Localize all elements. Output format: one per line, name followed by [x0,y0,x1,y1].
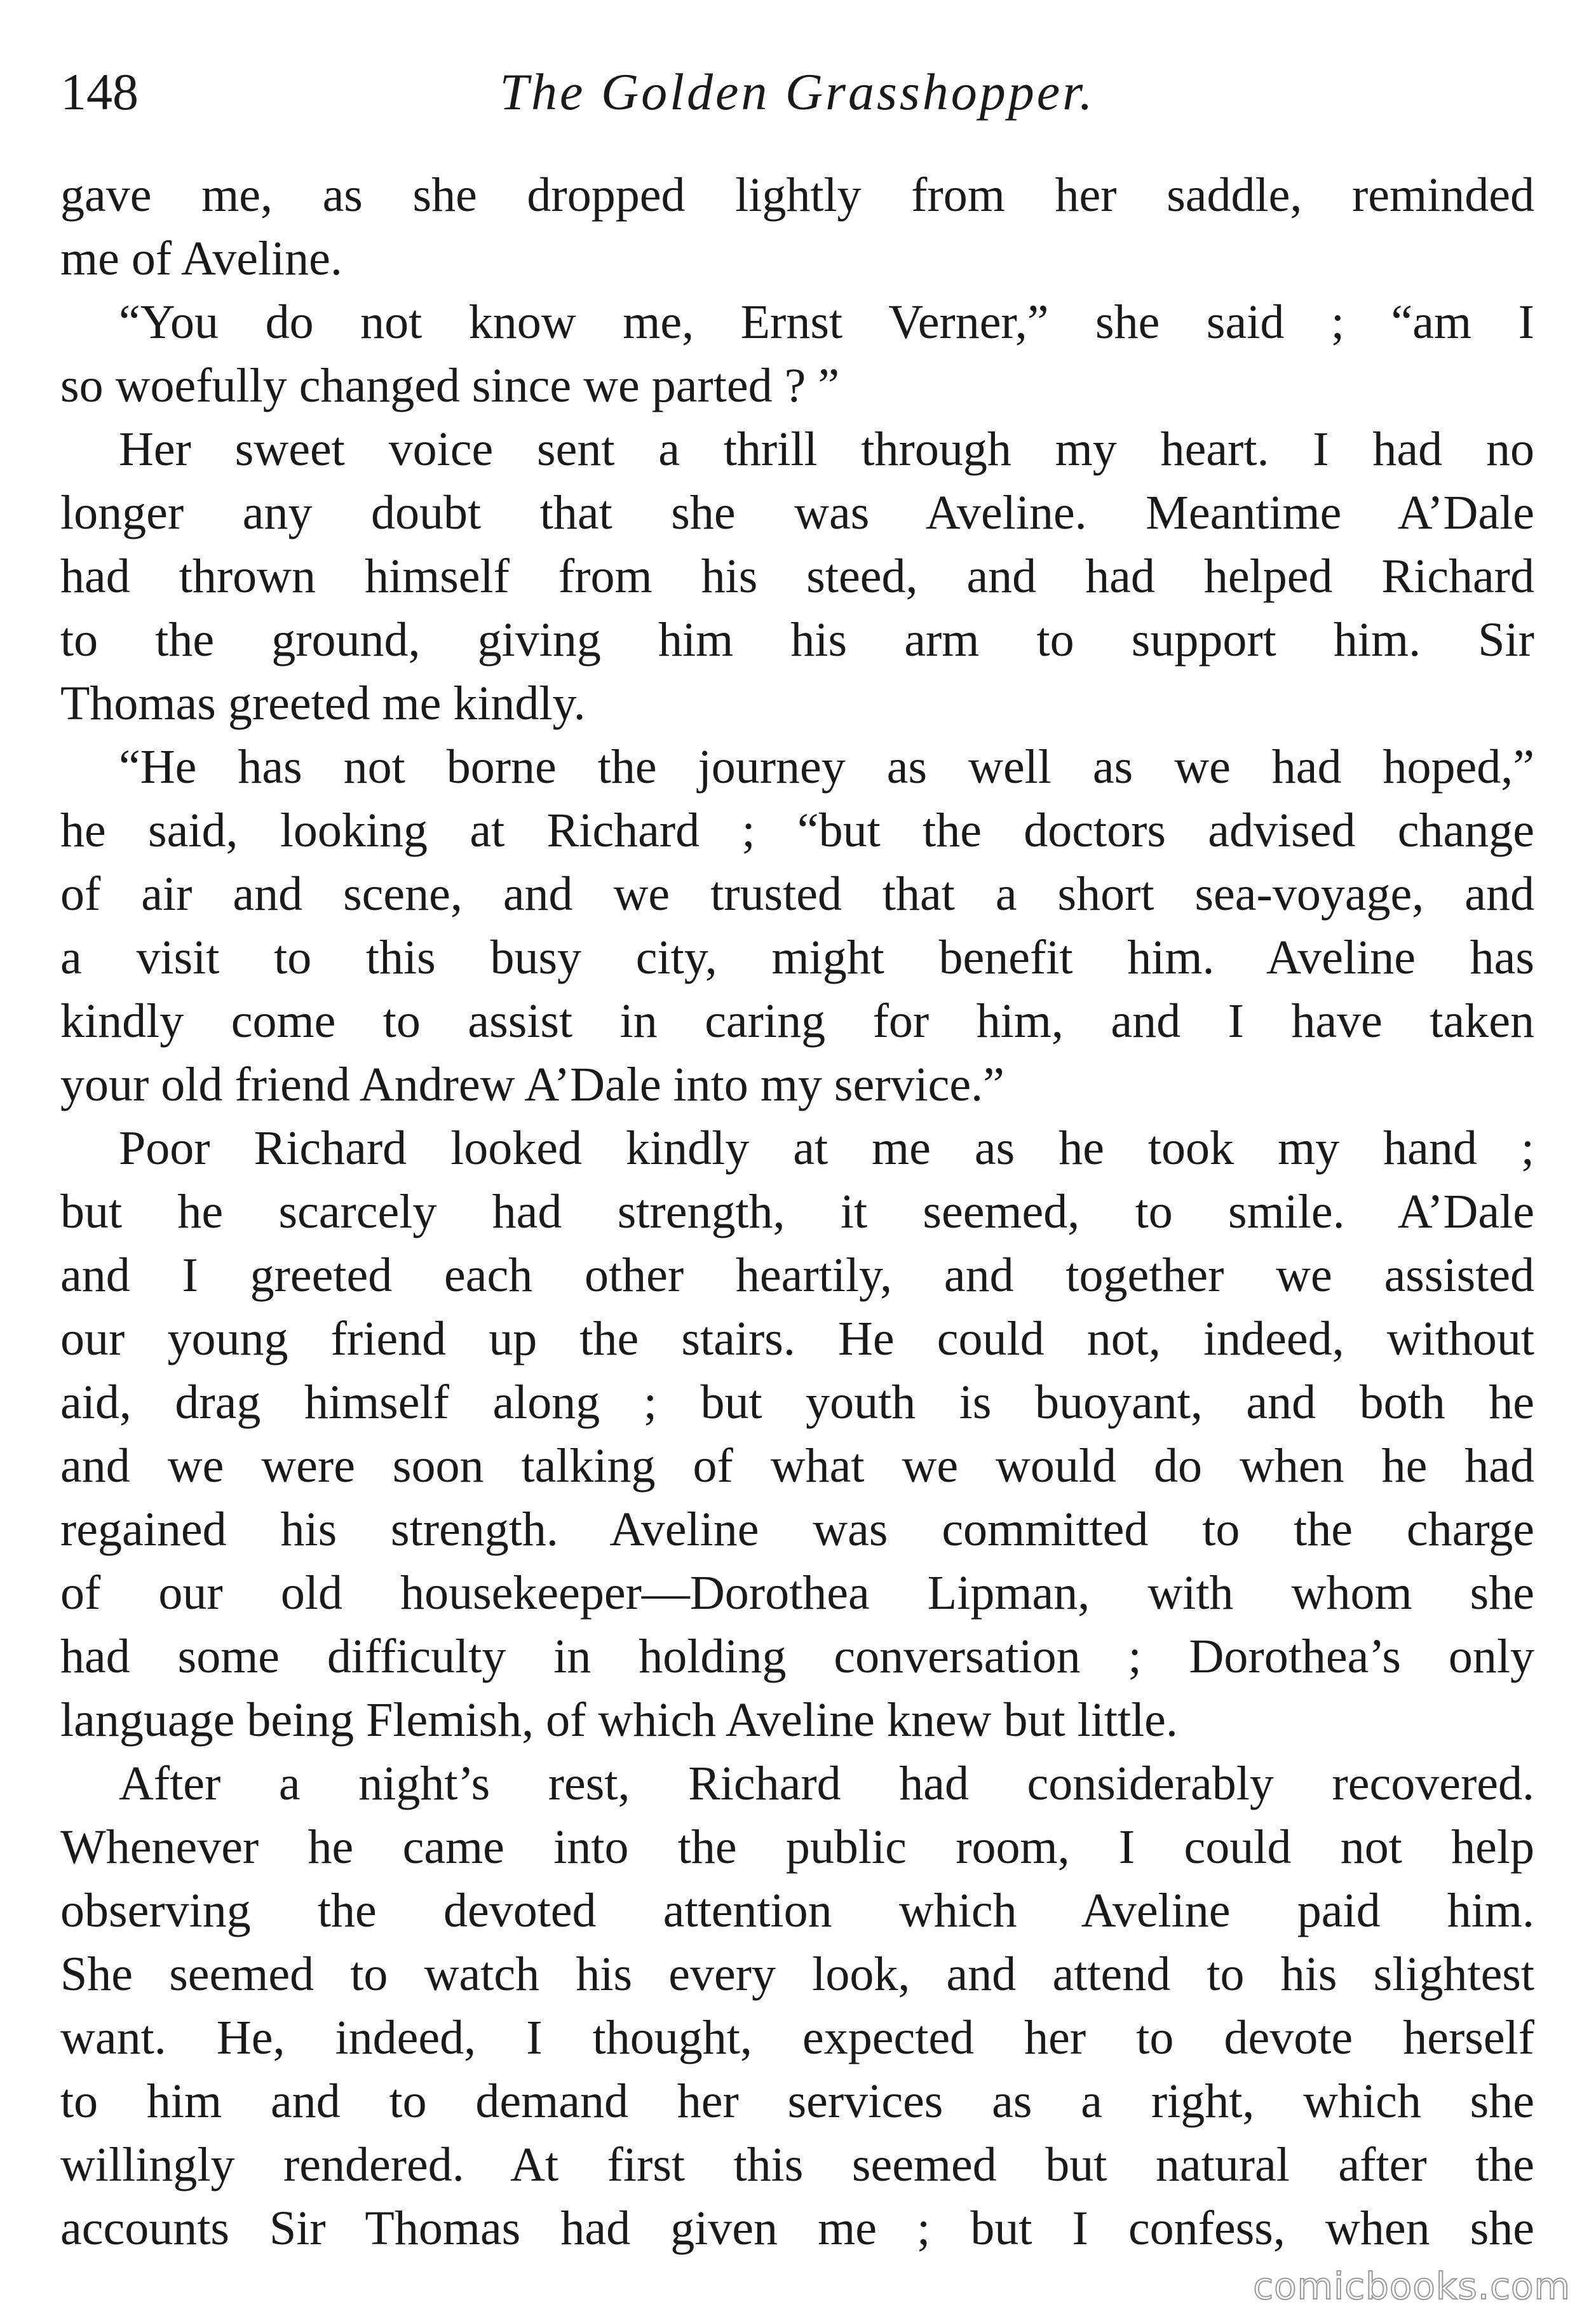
text-line: gave me, as she dropped lightly from her saddle, reminded [60,168,1534,222]
body-text [60,163,1534,2260]
text-line: but he scarcely had strength, it seemed, to smile. A’Dale [60,1185,1534,1238]
text-line: so woefully changed since we parted ? ” [60,359,840,412]
text-line: “You do not know me, Ernst Verner,” she said ; “am I [119,295,1534,349]
page-number: 148 [60,63,139,121]
text-line: to the ground, giving him his arm to support him. Sir [60,613,1534,667]
text-line: She seemed to watch his every look, and attend to his slightest [60,1947,1534,2001]
text-line: your old friend Andrew A’Dale into my service.” [60,1058,1004,1111]
text-line: “He has not borne the journey as well as we had hoped,” [119,740,1534,794]
text-line: regained his strength. Aveline was committed to the charge [60,1503,1534,1556]
text-line: he said, looking at Richard ; “but the doctors advised change [60,804,1534,857]
text-line: of air and scene, and we trusted that a short sea-voyage, and [60,867,1534,921]
text-line: kindly come to assist in caring for him, and I have taken [60,994,1534,1048]
text-line: After a night’s rest, Richard had considerably recovered. [119,1757,1534,1810]
text-line: longer any doubt that she was Aveline. Meantime A’Dale [60,486,1534,539]
text-line: observing the devoted attention which Aveline paid him. [60,1884,1534,1937]
text-line: me of Aveline. [60,232,342,285]
running-head [60,51,1534,133]
text-line: Thomas greeted me kindly. [60,677,586,730]
text-line: a visit to this busy city, might benefit him. Aveline has [60,931,1534,984]
text-line: Poor Richard looked kindly at me as he took my hand ; [119,1121,1534,1175]
text-line: accounts Sir Thomas had given me ; but I confess, when she [60,2202,1534,2255]
running-title: The Golden Grasshopper. [499,63,1095,121]
text-line: had thrown himself from his steed, and had helped Richard [60,550,1534,603]
text-line: Her sweet voice sent a thrill through my heart. I had no [119,423,1534,476]
watermark-text: comicbooks.com [1253,2265,1571,2308]
text-line: our young friend up the stairs. He could not, indeed, without [60,1312,1534,1365]
text-line: willingly rendered. At first this seemed but natural after the [60,2138,1534,2191]
text-line: of our old housekeeper—Dorothea Lipman, with whom she [60,1566,1534,1620]
text-line: want. He, indeed, I thought, expected her to devote herself [60,2011,1534,2064]
text-line: and I greeted each other heartily, and together we assisted [60,1249,1534,1302]
text-line: aid, drag himself along ; but youth is buoyant, and both he [60,1376,1534,1429]
text-line: language being Flemish, of which Aveline knew but little. [60,1693,1178,1747]
text-line: to him and to demand her services as a right, which she [60,2075,1534,2128]
text-line: and we were soon talking of what we would do when he had [60,1439,1534,1493]
text-line: Whenever he came into the public room, I could not help [60,1820,1534,1874]
text-line: had some difficulty in holding conversation ; Dorothea’s only [60,1630,1534,1683]
